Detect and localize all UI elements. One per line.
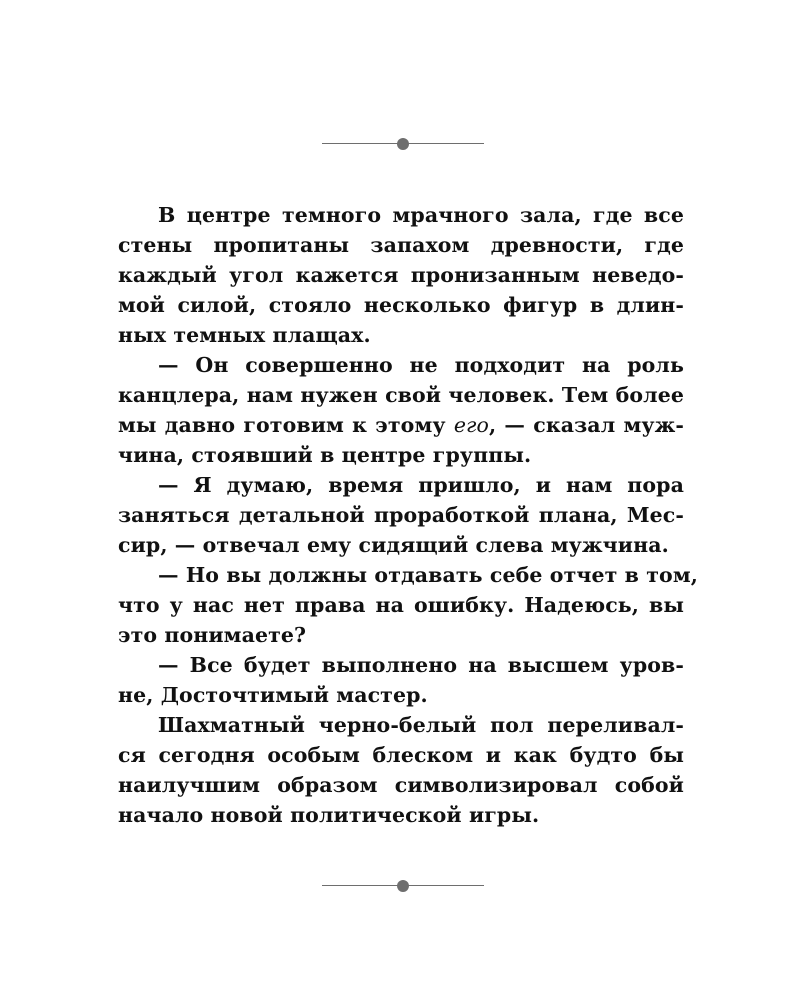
ornament-dot (397, 880, 409, 892)
text-line: не, Досточтимый мастер. (118, 683, 428, 707)
text-fragment: , — сказал муж- (488, 413, 685, 437)
text-line: начало новой политической игры. (118, 803, 540, 827)
text-line: В центре темного мрачного зала, где все (158, 203, 684, 227)
ornament-top (322, 138, 484, 150)
text-line: — Он совершенно не подходит на роль (158, 353, 684, 377)
text-line: — Все будет выполнено на высшем уров- (158, 653, 684, 677)
text-line: ся сегодня особым блеском и как будто бы (118, 743, 684, 767)
text-line: сир, — отвечал ему сидящий слева мужчина. (118, 533, 669, 557)
ornament-dot (397, 138, 409, 150)
text-line: — Я думаю, время пришло, и нам пора (158, 473, 684, 497)
text-line: каждый угол кажется пронизанным неведо- (118, 263, 684, 287)
text-line: — Но вы должны отдавать себе отчет в том, (158, 563, 698, 587)
text-line: наилучшим образом символизировал собой (118, 773, 684, 797)
text-line: канцлера, нам нужен свой человек. Тем более (118, 383, 684, 407)
text-line: ных темных плащах. (118, 323, 371, 347)
text-line: Шахматный черно-белый пол переливал- (158, 713, 684, 737)
text-line: заняться детальной проработкой плана, Мес- (118, 503, 684, 527)
text-line: мой силой, стояло несколько фигур в длин- (118, 293, 684, 317)
text-line: чина, стоявший в центре группы. (118, 443, 532, 467)
text-line: это понимаете? (118, 623, 307, 647)
text-line: что у нас нет права на ошибку. Надеюсь, вы (118, 593, 684, 617)
text-line: стены пропитаны запахом древности, где (118, 233, 684, 257)
text-fragment: мы давно готовим к этому (118, 413, 446, 437)
body-text (118, 200, 698, 830)
text-line (118, 410, 684, 440)
ornament-bottom (322, 880, 484, 892)
italic-word: его (453, 413, 489, 437)
